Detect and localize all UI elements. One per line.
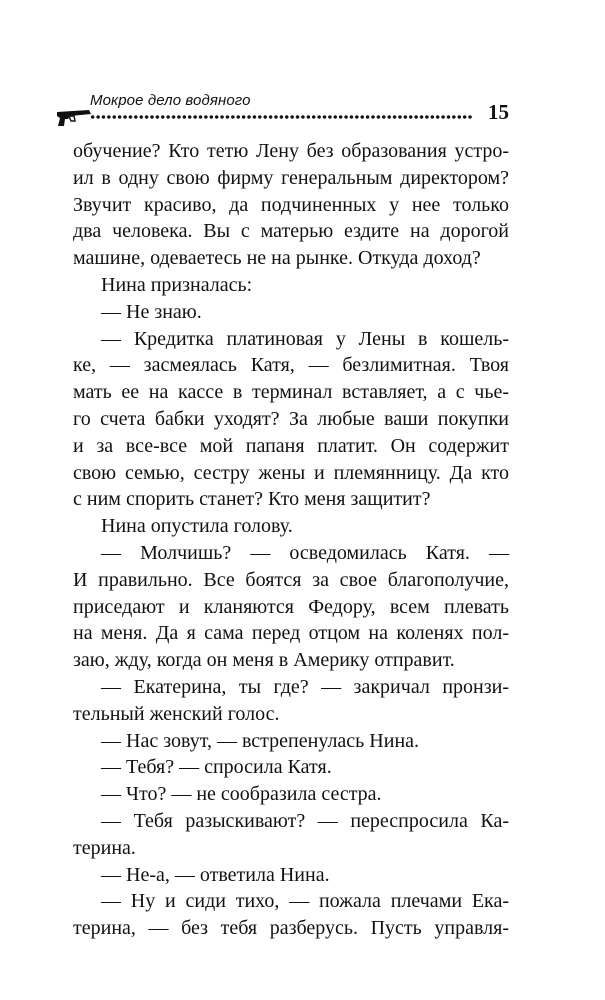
text-line: машине, одеваетесь не на рынке. Откуда доход? [73,247,481,270]
text-line: обучение? Кто тетю Лену без образования устро- [73,140,509,162]
text-line: ил в одну свою фирму генеральным директором? [73,166,509,189]
running-header [56,92,509,132]
text-line: Нина опустила голову. [101,515,293,538]
text-line: свою семью, сестру жены и племянницу. Да кто [73,461,509,484]
text-line: терина, — без тебя разберусь. Пусть управля- [73,917,509,940]
text-line: с ним спорить станет? Кто меня защитит? [73,488,431,511]
text-line: мать ее на кассе в терминал вставляет, а с чье- [73,381,509,404]
text-line: два человека. Вы с матерью ездите на дорогой [73,220,509,243]
text-line: Звучит красиво, да подчиненных у нее только [73,193,509,216]
running-title: Мокрое дело водяного [90,92,251,109]
text-line: терина. [73,836,136,859]
text-line: — Екатерина, ты где? — закричал пронзи- [101,675,509,698]
text-line: заю, жду, когда он меня в Америку отправит. [73,649,455,672]
text-line: — Что? — не сообразила сестра. [101,783,382,806]
text-line: — Ну и сиди тихо, — пожала плечами Ека- [101,890,509,913]
text-line: — Не знаю. [101,300,202,323]
text-line: го счета бабки уходят? За любые ваши покупки [73,407,509,430]
text-line: — Молчишь? — осведомилась Катя. — [101,541,509,564]
text-line: тельный женский голос. [73,702,280,725]
text-line: приседают и кланяются Федору, всем плевать [73,595,509,618]
pistol-icon [56,106,92,128]
text-line: на меня. Да я сама перед отцом на коленях пол- [73,622,509,645]
text-line: И правильно. Все боятся за свое благополучие, [73,568,509,591]
page-number: 15 [488,100,509,124]
text-line: — Тебя разыскивают? — переспросила Ка- [101,809,509,832]
text-line: — Нас зовут, — встрепенулась Нина. [101,729,420,752]
text-line: — Тебя? — спросила Катя. [101,756,332,779]
text-line: Нина призналась: [101,273,253,296]
body-text [73,138,509,942]
dotted-leader [90,114,472,120]
text-line: ке, — засмеялась Катя, — безлимитная. Твоя [73,354,509,377]
text-line: — Не-а, — ответила Нина. [101,863,330,886]
text-line: — Кредитка платиновая у Лены в кошель- [101,327,509,350]
text-line: и за все-все мой папаня платит. Он содержит [73,434,509,457]
